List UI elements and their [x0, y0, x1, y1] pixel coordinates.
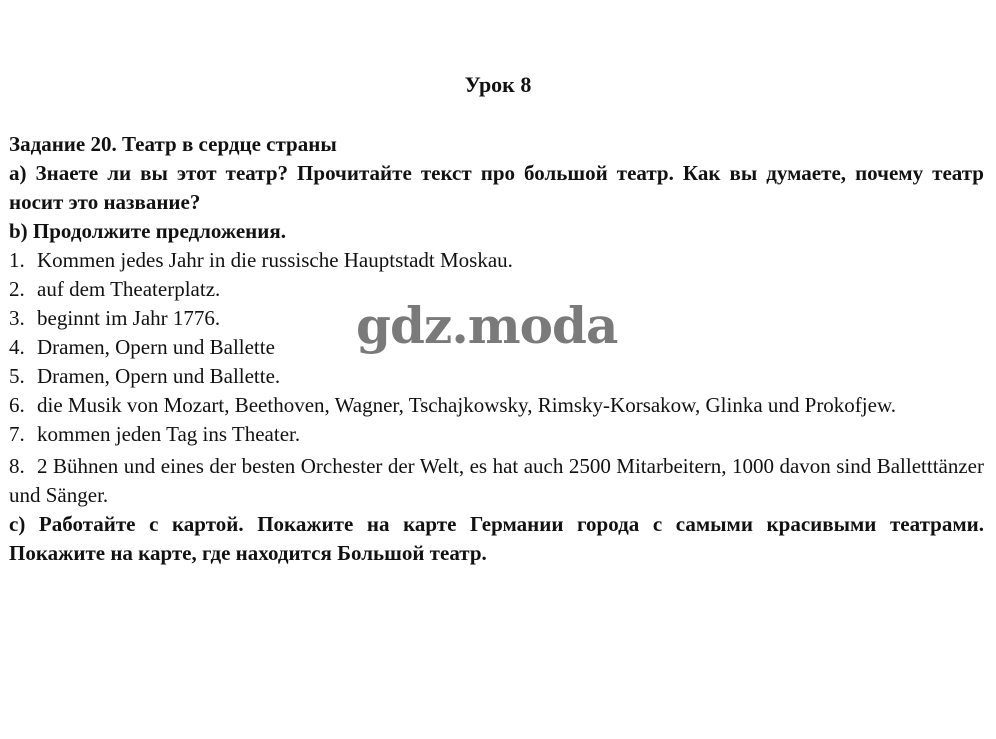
task-part-c: с) Работайте с картой. Покажите на карте Германии города с самыми красивыми театрами. Покажите на карте, где находится Большой театр. — [9, 512, 984, 565]
answer-item — [9, 420, 984, 449]
task-part-a: а) Знаете ли вы этот театр? Прочитайте текст про большой театр. Как вы думаете, почему театр носит это название? — [9, 161, 984, 214]
answer-number: 4. — [9, 335, 25, 359]
answer-text: beginnt im Jahr 1776. — [37, 306, 221, 330]
answer-text: kommen jeden Tag ins Theater. — [37, 422, 301, 446]
answer-list — [9, 246, 984, 510]
answer-number: 6. — [9, 393, 25, 417]
answer-number: 3. — [9, 306, 25, 330]
answer-number: 5. — [9, 364, 25, 388]
task-title: Задание 20. Театр в сердце страны — [9, 132, 337, 156]
answer-number: 2. — [9, 277, 25, 301]
answer-item — [9, 333, 984, 362]
answer-number: 7. — [9, 422, 25, 446]
answer-text: Dramen, Opern und Ballette — [37, 335, 275, 359]
watermark-logo: gdz.moda — [356, 296, 618, 355]
task-content — [9, 130, 984, 568]
answer-item — [9, 452, 984, 510]
answer-item — [9, 362, 984, 391]
answer-item — [9, 246, 984, 275]
answer-text: die Musik von Mozart, Beethoven, Wagner, Tschajkowsky, Rimsky-Korsakow, Glinka und Prokofjew. — [37, 393, 897, 417]
answer-text: Dramen, Opern und Ballette. — [37, 364, 281, 388]
answer-item — [9, 391, 984, 420]
answer-text: Kommen jedes Jahr in die russische Hauptstadt Moskau. — [37, 248, 513, 272]
task-part-b-heading: b) Продолжите предложения. — [9, 219, 286, 243]
answer-number: 8. — [9, 454, 25, 478]
answer-item — [9, 275, 984, 304]
lesson-title: Урок 8 — [464, 72, 532, 97]
answer-text: auf dem Theaterplatz. — [37, 277, 221, 301]
answer-item — [9, 304, 984, 333]
answer-text: 2 Bühnen und eines der besten Orchester der Welt, es hat auch 2500 Mitarbeitern, 1000 davon sind Balletttänzer und Sänger. — [9, 454, 984, 507]
answer-number: 1. — [9, 248, 25, 272]
